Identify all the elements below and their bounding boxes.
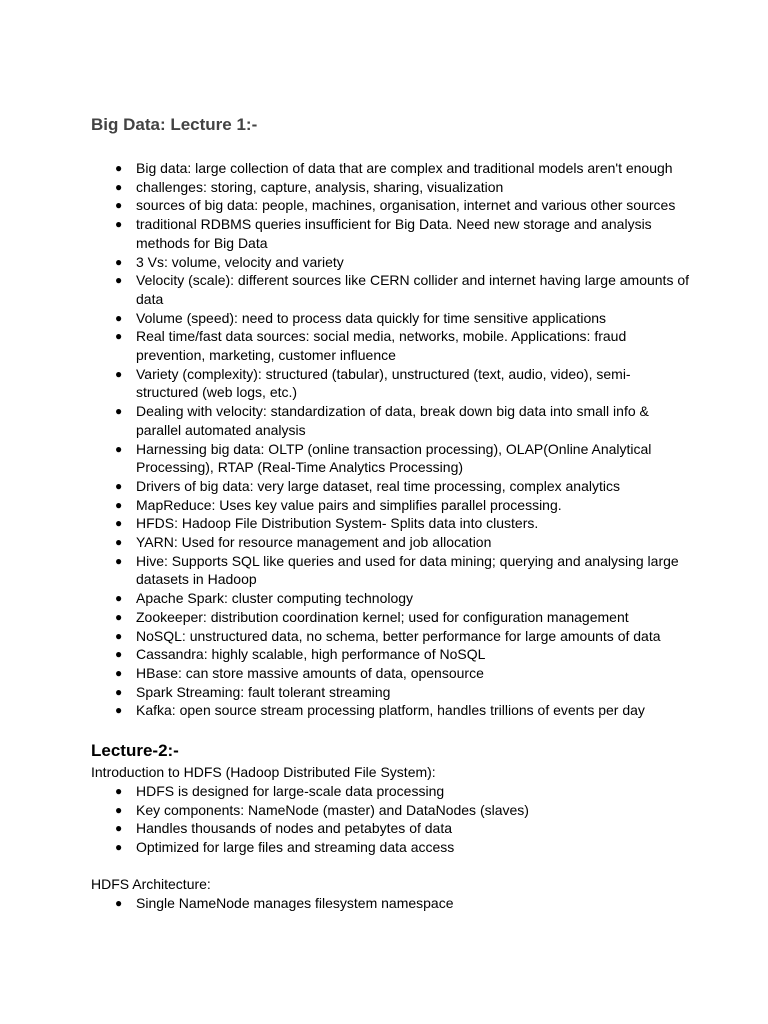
list-item <box>115 159 691 178</box>
list-item-text: Spark Streaming: fault tolerant streaming <box>136 683 391 700</box>
lecture-1-heading: Big Data: Lecture 1:- <box>91 115 258 134</box>
bullet-icon: ● <box>115 628 123 643</box>
list-item <box>115 838 691 857</box>
hdfs-architecture-label: HDFS Architecture: <box>91 876 211 893</box>
bullet-icon: ● <box>115 217 123 232</box>
bullet-icon: ● <box>115 161 123 175</box>
bullet-icon: ● <box>115 497 123 512</box>
lecture-2-heading: Lecture-2:- <box>91 741 179 761</box>
list-item-text: Kafka: open source stream processing platform, handles trillions of events per day <box>136 702 645 719</box>
list-item-text: Key components: NameNode (master) and DataNodes (slaves) <box>136 801 529 818</box>
bullet-icon: ● <box>115 441 123 456</box>
list-item <box>115 178 691 197</box>
list-item <box>115 365 691 402</box>
bullet-icon: ● <box>115 478 123 493</box>
list-item-text: HFDS: Hadoop File Distribution System- Splits data into clusters. <box>136 515 539 532</box>
list-item-text: Variety (complexity): structured (tabular), unstructured (text, audio, video), semi-structured (web logs, etc.) <box>136 365 631 401</box>
list-item-text: YARN: Used for resource management and job allocation <box>136 534 492 551</box>
list-item <box>115 533 691 552</box>
list-item <box>115 496 691 515</box>
list-item <box>115 701 691 720</box>
list-item <box>115 327 691 364</box>
hdfs-architecture-bullet-list <box>91 894 691 913</box>
bullet-icon: ● <box>115 802 123 817</box>
list-item <box>115 552 691 589</box>
list-item <box>115 645 691 664</box>
list-item-text: traditional RDBMS queries insufficient for Big Data. Need new storage and analysis methods for Big Data <box>136 216 652 251</box>
list-item <box>115 440 691 477</box>
list-item <box>115 782 691 801</box>
list-item-text: NoSQL: unstructured data, no schema, better performance for large amounts of data <box>136 627 661 644</box>
bullet-icon: ● <box>115 896 123 910</box>
list-item <box>115 514 691 533</box>
list-item <box>115 309 691 328</box>
hdfs-intro-paragraph: Introduction to HDFS (Hadoop Distributed File System): <box>91 764 436 781</box>
list-item-text: Optimized for large files and streaming data access <box>136 838 455 855</box>
list-item-text: Zookeeper: distribution coordination kernel; used for configuration management <box>136 608 629 625</box>
list-item <box>115 477 691 496</box>
list-item <box>115 402 691 439</box>
bullet-icon: ● <box>115 684 123 699</box>
list-item <box>115 683 691 702</box>
list-item-text: Volume (speed): need to process data quickly for time sensitive applications <box>136 309 607 326</box>
bullet-icon: ● <box>115 647 123 662</box>
list-item-text: MapReduce: Uses key value pairs and simplifies parallel processing. <box>136 496 562 513</box>
lecture-1-bullet-list <box>91 159 691 720</box>
list-item <box>115 819 691 838</box>
list-item-text: sources of big data: people, machines, organisation, internet and various other sources <box>136 197 676 214</box>
list-item <box>115 589 691 608</box>
bullet-icon: ● <box>115 839 123 854</box>
bullet-icon: ● <box>115 179 123 194</box>
list-item-text: Apache Spark: cluster computing technology <box>136 590 414 607</box>
list-item-text: challenges: storing, capture, analysis, sharing, visualization <box>136 178 504 195</box>
list-item-text: HBase: can store massive amounts of data, opensource <box>136 664 484 681</box>
list-item-text: Drivers of big data: very large dataset, real time processing, complex analytics <box>136 477 620 494</box>
bullet-icon: ● <box>115 591 123 606</box>
bullet-icon: ● <box>115 535 123 550</box>
list-item-text: Cassandra: highly scalable, high performance of NoSQL <box>136 646 486 663</box>
bullet-icon: ● <box>115 783 123 798</box>
list-item <box>115 271 691 308</box>
list-item-text: Single NameNode manages filesystem namespace <box>136 895 454 911</box>
list-item-text: Big data: large collection of data that are complex and traditional models aren't enough <box>136 160 673 176</box>
list-item-text: Real time/fast data sources: social media, networks, mobile. Applications: fraud prevention, marketing, customer influence <box>136 328 627 364</box>
list-item-text: Harnessing big data: OLTP (online transaction processing), OLAP(Online Analytical Processing), RTAP (Real-Time Analytics Processing) <box>136 440 652 476</box>
list-item-text: Handles thousands of nodes and petabytes of data <box>136 820 453 837</box>
bullet-icon: ● <box>115 310 123 325</box>
list-item <box>115 608 691 627</box>
list-item-text: Hive: Supports SQL like queries and used for data mining; querying and analysing large datasets in Hadoop <box>136 552 679 588</box>
bullet-icon: ● <box>115 273 123 288</box>
list-item <box>115 215 691 252</box>
list-item <box>115 196 691 215</box>
bullet-icon: ● <box>115 404 123 419</box>
bullet-icon: ● <box>115 329 123 344</box>
bullet-icon: ● <box>115 609 123 624</box>
list-item-text: Dealing with velocity: standardization of data, break down big data into small info & parallel automated analysis <box>136 403 649 438</box>
bullet-icon: ● <box>115 665 123 680</box>
bullet-icon: ● <box>115 366 123 381</box>
list-item <box>115 664 691 683</box>
hdfs-intro-bullet-list <box>91 782 691 857</box>
list-item <box>115 894 691 913</box>
document-content <box>91 113 691 913</box>
list-item-text: 3 Vs: volume, velocity and variety <box>136 253 344 270</box>
list-item <box>115 801 691 820</box>
list-item-text: Velocity (scale): different sources like CERN collider and internet having large amounts of data <box>136 272 690 307</box>
list-item <box>115 253 691 272</box>
bullet-icon: ● <box>115 516 123 531</box>
bullet-icon: ● <box>115 553 123 568</box>
list-item <box>115 627 691 646</box>
bullet-icon: ● <box>115 703 123 718</box>
list-item-text: HDFS is designed for large-scale data processing <box>136 782 445 799</box>
bullet-icon: ● <box>115 821 123 836</box>
bullet-icon: ● <box>115 198 123 213</box>
bullet-icon: ● <box>115 254 123 269</box>
